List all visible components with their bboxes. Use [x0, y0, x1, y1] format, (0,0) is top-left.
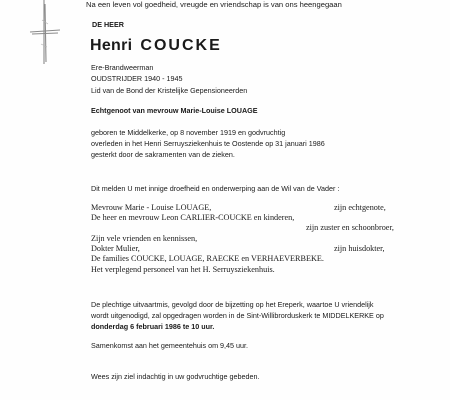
honor-line: OUDSTRIJDER 1940 - 1945	[91, 74, 183, 83]
honor-line: Ere-Brandweerman	[91, 63, 154, 72]
life-line: overleden in het Henri Serruysziekenhuis te Oostende op 31 januari 1986	[91, 139, 325, 148]
announcement-line: Dit melden U met innige droefheid en onderwerping aan de Wil van de Vader :	[91, 184, 340, 193]
funeral-line: De plechtige uitvaartmis, gevolgd door de bijzetting op het Ereperk, waartoe U vriendelijk	[91, 300, 374, 309]
mourner-name: De families COUCKE, LOUAGE, RAECKE en VERHAEVERBEKE.	[91, 254, 324, 263]
mourner-name: De heer en mevrouw Leon CARLIER-COUCKE en kinderen,	[91, 213, 295, 222]
mourner-name: Het verplegend personeel van het H. Serruysziekenhuis.	[91, 265, 275, 274]
cross-icon	[28, 0, 62, 68]
mourner-name: Zijn vele vrienden en kennissen,	[91, 234, 198, 243]
closing-line: Wees zijn ziel indachtig in uw godvruchtige gebeden.	[91, 372, 260, 381]
title-de-heer: DE HEER	[92, 20, 124, 29]
funeral-line: wordt uitgenodigd, zal opgedragen worden in de Sint-Willibrorduskerk te MIDDELKERKE op	[91, 311, 384, 320]
deceased-name	[90, 38, 222, 54]
mourner-role: zijn huisdokter,	[334, 244, 385, 253]
spouse-line: Echtgenoot van mevrouw Marie-Louise LOUAGE	[91, 106, 258, 115]
mourner-role: zijn echtgenote,	[334, 203, 386, 212]
first-name: Henri	[90, 37, 133, 54]
funeral-date: donderdag 6 februari 1986 te 10 uur.	[91, 322, 215, 331]
gathering-line: Samenkomst aan het gemeentehuis om 9,45 uur.	[91, 341, 249, 350]
intro-line: Na een leven vol goedheid, vreugde en vriendschap is van ons heengegaan	[86, 0, 342, 9]
last-name: COUCKE	[140, 37, 222, 54]
life-line: gesterkt door de sakramenten van de zieken.	[91, 150, 235, 159]
mourner-name: Mevrouw Marie - Louise LOUAGE,	[91, 203, 212, 212]
life-line: geboren te Middelkerke, op 8 november 1919 en godvruchtig	[91, 128, 286, 137]
mourner-role: zijn zuster en schoonbroer,	[306, 223, 394, 232]
honor-line: Lid van de Bond der Kristelijke Gepensioneerden	[91, 86, 248, 95]
mourner-name: Dokter Mulier,	[91, 244, 140, 253]
